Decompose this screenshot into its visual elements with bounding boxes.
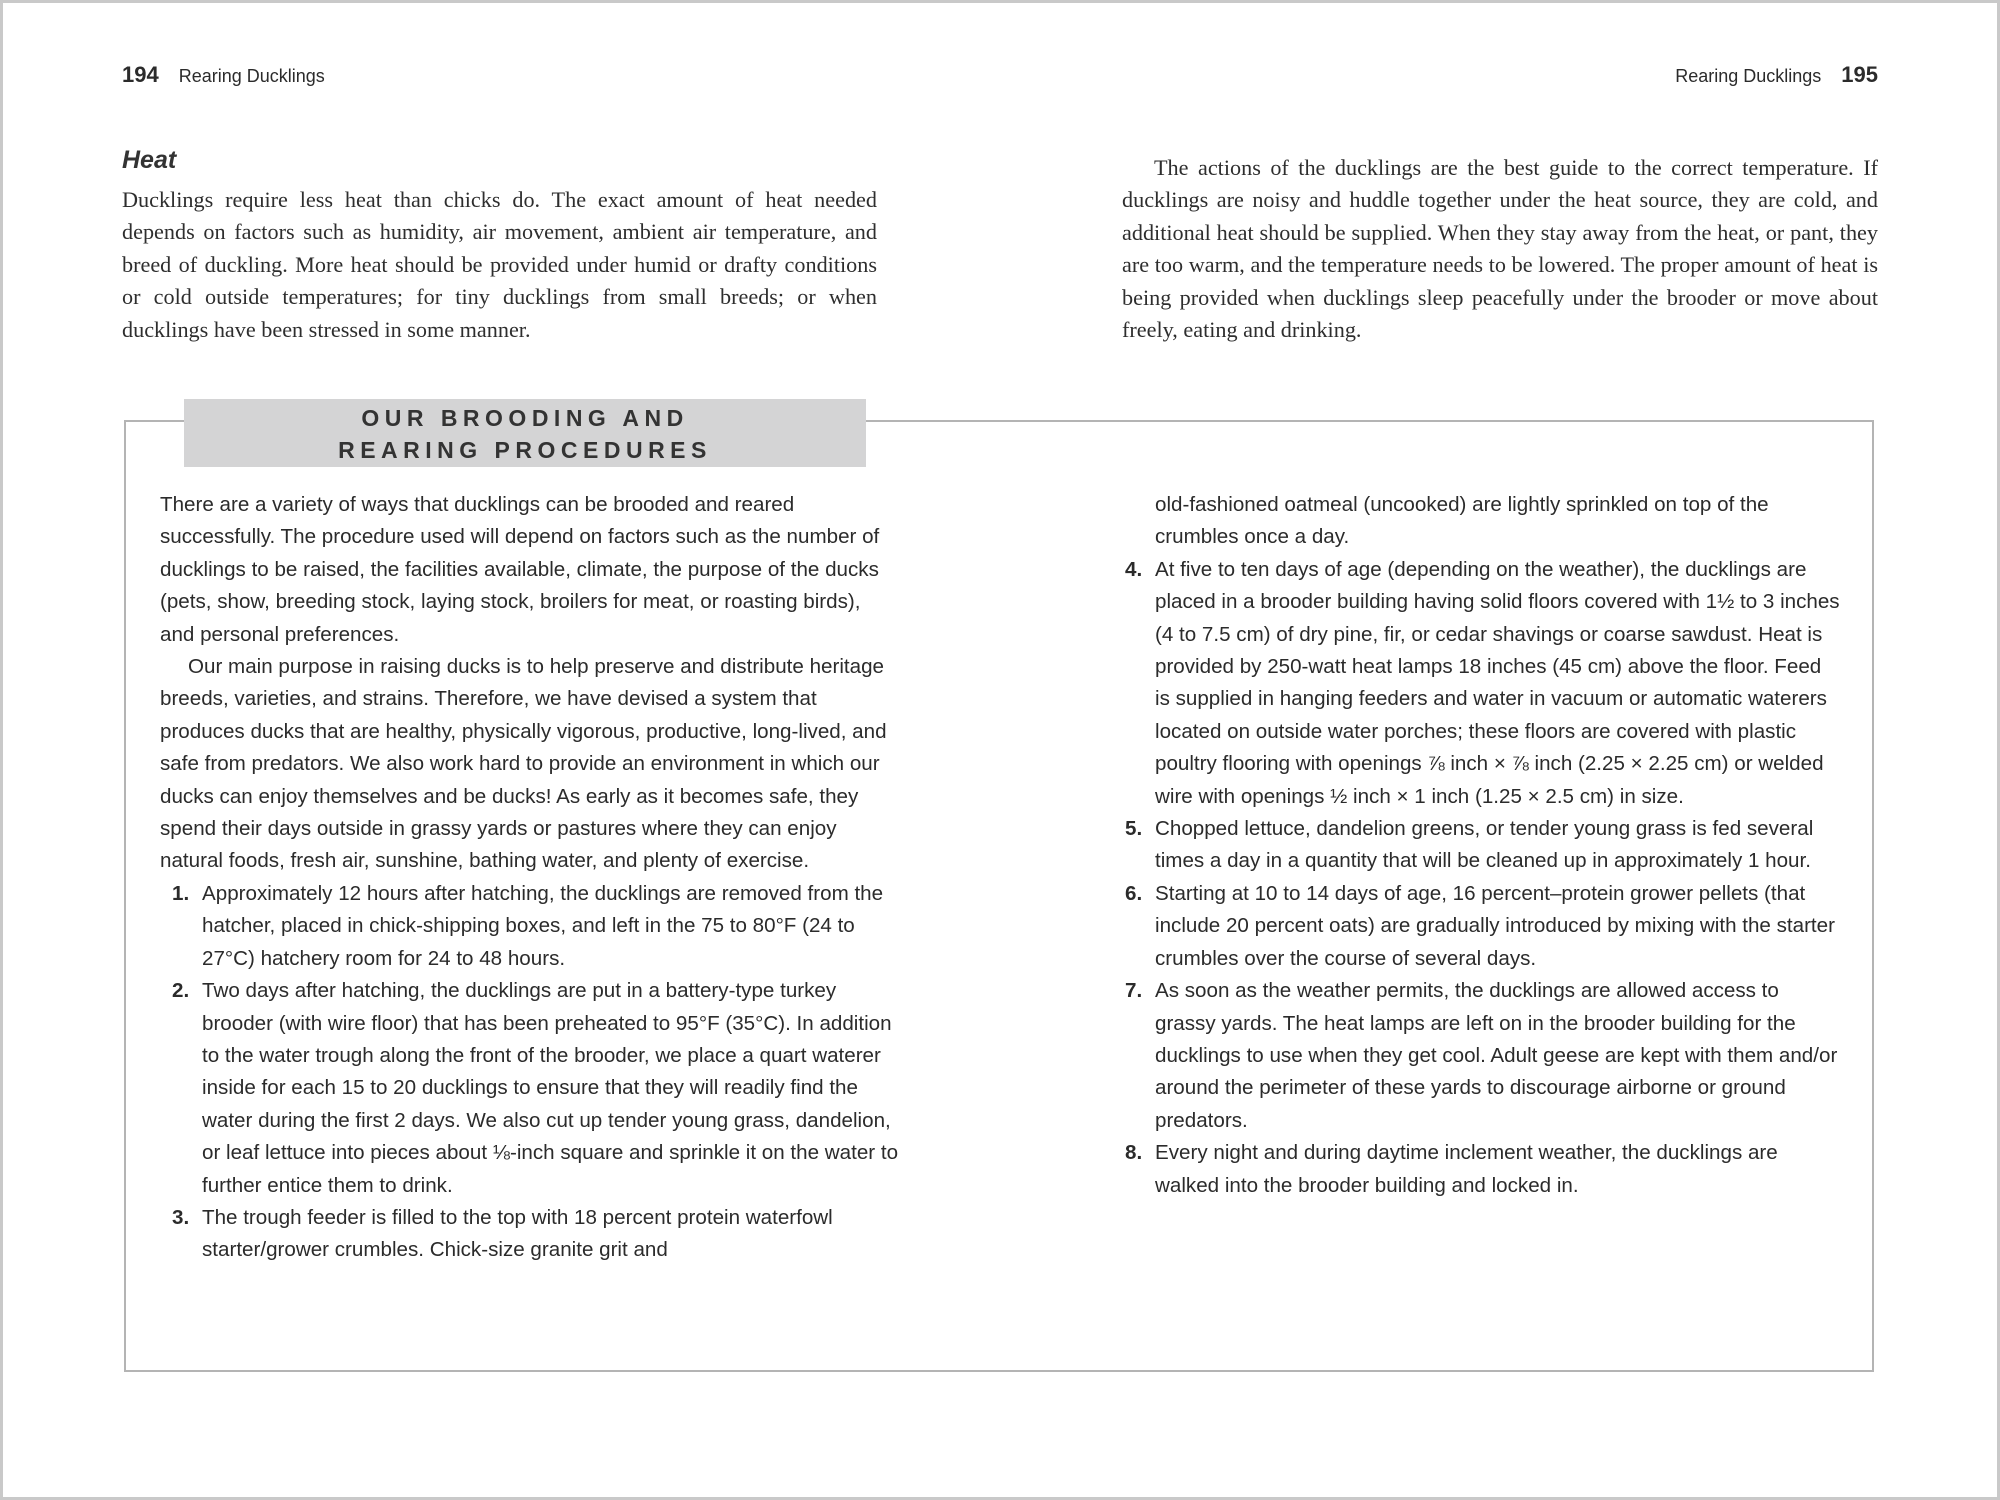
left-running-head <box>122 62 325 88</box>
list-item-text: Starting at 10 to 14 days of age, 16 percent–protein grower pellets (that include 20 percent oats) are gradually introduced by mixing with the starter crumbles over the course of several days. <box>1155 881 1835 970</box>
left-running-title: Rearing Ducklings <box>178 66 325 86</box>
list-item-text: As soon as the weather permits, the ducklings are allowed access to grassy yards. The heat lamps are left on in the brooder building for the ducklings to use when they get cool. Adult geese are kept with them and/or around the perimeter of these yards to discourage airborne or ground predators. <box>1155 979 1838 1132</box>
list-item-text: Chopped lettuce, dandelion greens, or tender young grass is fed several times a day in a quantity that will be cleaned up in approximately 1 hour. <box>1155 817 1814 873</box>
heat-heading: Heat <box>122 146 177 174</box>
list-item <box>160 878 900 975</box>
list-item-text: Approximately 12 hours after hatching, the ducklings are removed from the hatcher, placed in chick-shipping boxes, and left in the 75 to 80°F (24 to 27°C) hatchery room for 24 to 48 hours. <box>202 881 884 970</box>
heat-paragraph: Ducklings require less heat than chicks do. The exact amount of heat needed depends on factors such as humidity, air movement, ambient air temperature, and breed of duckling. More heat should be provided under humid or drafty conditions or cold outside temperatures; for tiny ducklings from small breeds; or when ducklings have been stressed in some manner. <box>122 187 877 342</box>
list-item-number: 3. <box>172 1205 190 1229</box>
list-item-number: 8. <box>1125 1141 1143 1165</box>
list-item <box>160 1202 900 1267</box>
right-running-title: Rearing Ducklings <box>1675 66 1822 86</box>
right-running-head <box>1675 62 1878 88</box>
list-item-text: Two days after hatching, the ducklings are put in a battery-type turkey brooder (with wire floor) that has been preheated to 95°F (35°C). In addition to the water trough along the front of the brooder, we place a quart waterer inside for each 15 to 20 ducklings to ensure that they will readily find the water during the first 2 days. We also cut up tender young grass, dandelion, or leaf lettuce into pieces about ⅛-inch square and sprinkle it on the water to further entice them to drink. <box>202 979 899 1197</box>
sidebar-left-column <box>160 489 900 1267</box>
list-item <box>1125 975 1840 1137</box>
actions-paragraph: The actions of the ducklings are the best guide to the correct temperature. If ducklings are noisy and huddle together under the heat source, they are cold, and additional heat should be supplied. When they stay away from the heat, or pant, they are too warm, and the temperature needs to be lowered. The proper amount of heat is being provided when ducklings sleep peacefully under the brooder or move about freely, eating and drinking. <box>1122 155 1878 343</box>
list-item-number: 2. <box>172 979 190 1003</box>
sidebar-right-column <box>1125 489 1840 1202</box>
sidebar-title-line2: REARING PROCEDURES <box>338 437 712 463</box>
list-item <box>1125 554 1840 813</box>
sidebar-title-line1: OUR BROODING AND <box>361 405 689 431</box>
list-item-number: 6. <box>1125 881 1143 905</box>
intro-paragraph-2: Our main purpose in raising ducks is to help preserve and distribute heritage breeds, varieties, and strains. Therefore, we have devised a system that produces ducks that are healthy, physically vigorous, productive, long-lived, and safe from predators. We also work hard to provide an environment in which our ducks can enjoy themselves and be ducks! As early as it becomes safe, they spend their days outside in grassy yards or pastures where they can enjoy natural foods, fresh air, sunshine, bathing water, and plenty of exercise. <box>160 655 887 873</box>
list-item <box>160 975 900 1202</box>
list-item-continuation: old-fashioned oatmeal (uncooked) are lightly sprinkled on top of the crumbles once a day. <box>1155 493 1769 549</box>
right-page-number: 195 <box>1841 62 1878 87</box>
list-item <box>1125 813 1840 878</box>
sidebar-title <box>184 399 866 467</box>
left-page-number: 194 <box>122 62 159 87</box>
list-item-number: 4. <box>1125 557 1143 581</box>
list-item-text: The trough feeder is filled to the top with 18 percent protein waterfowl starter/grower crumbles. Chick-size granite grit and <box>202 1205 833 1262</box>
list-item <box>1125 878 1840 975</box>
list-item <box>1125 1137 1840 1202</box>
list-item-text: Every night and during daytime inclement weather, the ducklings are walked into the brooder building and locked in. <box>1155 1141 1778 1197</box>
list-item-number: 7. <box>1125 979 1143 1003</box>
list-item-text: At five to ten days of age (depending on the weather), the ducklings are placed in a brooder building having solid floors covered with 1½ to 3 inches (4 to 7.5 cm) of dry pine, fir, or cedar shavings or coarse sawdust. Heat is provided by 250-watt heat lamps 18 inches (45 cm) above the floor. Feed is supplied in hanging feeders and water in vacuum or automatic waterers located on outside water porches; these floors are covered with plastic poultry flooring with openings ⅞ inch × ⅞ inch (2.25 × 2.25 cm) or welded wire with openings ½ inch × 1 inch (1.25 × 2.5 cm) in size. <box>1155 557 1840 808</box>
intro-paragraph-1: There are a variety of ways that ducklings can be brooded and reared successfully. The procedure used will depend on factors such as the number of ducklings to be raised, the facilities available, climate, the purpose of the ducks (pets, show, breeding stock, laying stock, broilers for meat, or roasting birds), and personal preferences. <box>160 493 880 646</box>
list-item-number: 1. <box>172 881 190 905</box>
list-item-number: 5. <box>1125 817 1143 841</box>
